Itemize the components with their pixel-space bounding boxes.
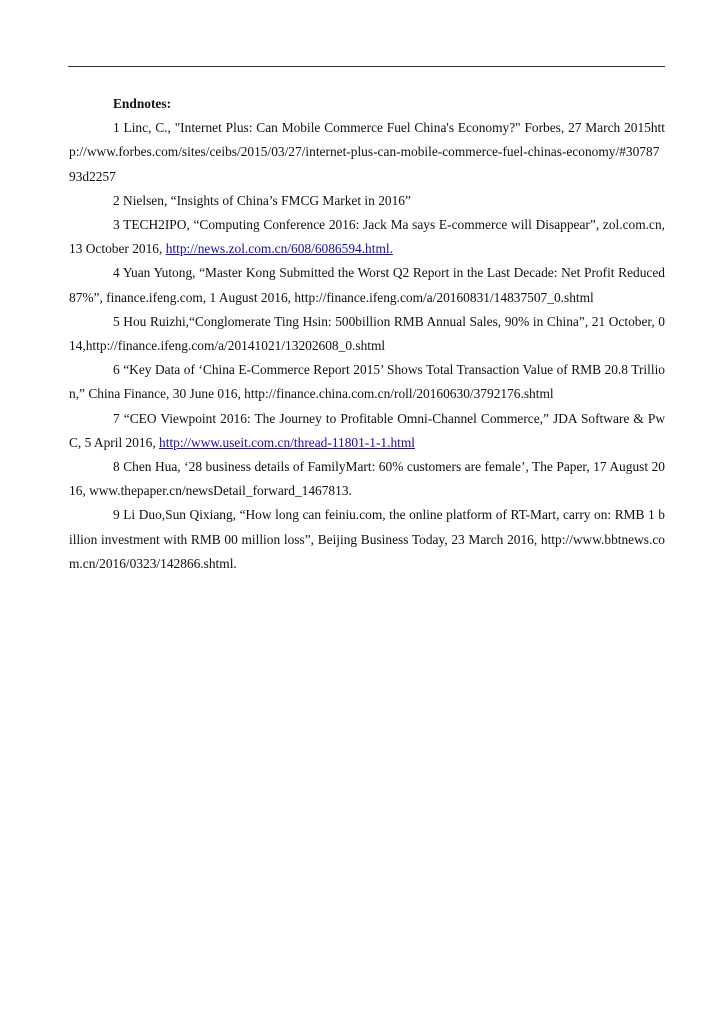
endnote-2 bbox=[69, 189, 665, 213]
endnote-text: 8 Chen Hua, ‘28 business details of FamilyMart: 60% customers are female’, The Paper, 17 August 2016, www.thepaper.cn/newsDetail_forward_1467813. bbox=[69, 459, 665, 499]
endnote-4 bbox=[69, 261, 665, 309]
endnote-text: 1 Linc, C., "Internet Plus: Can Mobile Commerce Fuel China's Economy?" Forbes, 27 March 2015http://www.forbes.com/sites/ceibs/2015/03/27/internet-plus-can-mobile-commerce-fuel-chinas-economy/#3078793d2257 bbox=[69, 120, 665, 184]
endnote-9 bbox=[69, 503, 665, 576]
endnote-text: 7 “CEO Viewpoint 2016: The Journey to Profitable Omni-Channel Commerce,” JDA Software & PwC, 5 April 2016, bbox=[69, 410, 665, 450]
endnote-text: 4 Yuan Yutong, “Master Kong Submitted the Worst Q2 Report in the Last Decade: Net Profit Reduced 87%”, finance.ifeng.com, 1 August 2016, http://finance.ifeng.com/a/20160831/14837507_0.shtml bbox=[69, 265, 665, 305]
endnote-link[interactable]: http://news.zol.com.cn/608/6086594.html. bbox=[165, 241, 393, 257]
endnote-6 bbox=[69, 358, 665, 406]
endnote-5 bbox=[69, 310, 665, 358]
endnote-1 bbox=[69, 116, 665, 189]
endnote-link[interactable]: http://www.useit.com.cn/thread-11801-1-1.html bbox=[159, 434, 416, 450]
endnote-text: 3 TECH2IPO, “Computing Conference 2016: Jack Ma says E-commerce will Disappear”, zol.com.cn, 13 October 2016, bbox=[69, 217, 665, 257]
endnote-text: 6 “Key Data of ‘China E-Commerce Report 2015’ Shows Total Transaction Value of RMB 20.8 Trillion,” China Finance, 30 June 016, http://finance.china.com.cn/roll/20160630/3792176.shtml bbox=[69, 362, 665, 402]
endnotes-section bbox=[69, 92, 665, 576]
header-rule bbox=[68, 66, 665, 67]
endnote-7 bbox=[69, 407, 665, 455]
endnote-3 bbox=[69, 213, 665, 261]
endnotes-heading: Endnotes: bbox=[113, 96, 172, 111]
endnote-text: 5 Hou Ruizhi,“Conglomerate Ting Hsin: 500billion RMB Annual Sales, 90% in China”, 21 October, 014,http://finance.ifeng.com/a/20141021/13202608_0.shtml bbox=[69, 313, 665, 354]
endnote-text: 2 Nielsen, “Insights of China’s FMCG Market in 2016” bbox=[113, 192, 411, 208]
endnote-text: 9 Li Duo,Sun Qixiang, “How long can feiniu.com, the online platform of RT-Mart, carry on: RMB 1 billion investment with RMB 00 million loss”, Beijing Business Today, 23 March 2016, http://www.bbtnews.com.cn/2016/0323/142866.shtml. bbox=[69, 507, 665, 571]
endnote-8 bbox=[69, 455, 665, 503]
